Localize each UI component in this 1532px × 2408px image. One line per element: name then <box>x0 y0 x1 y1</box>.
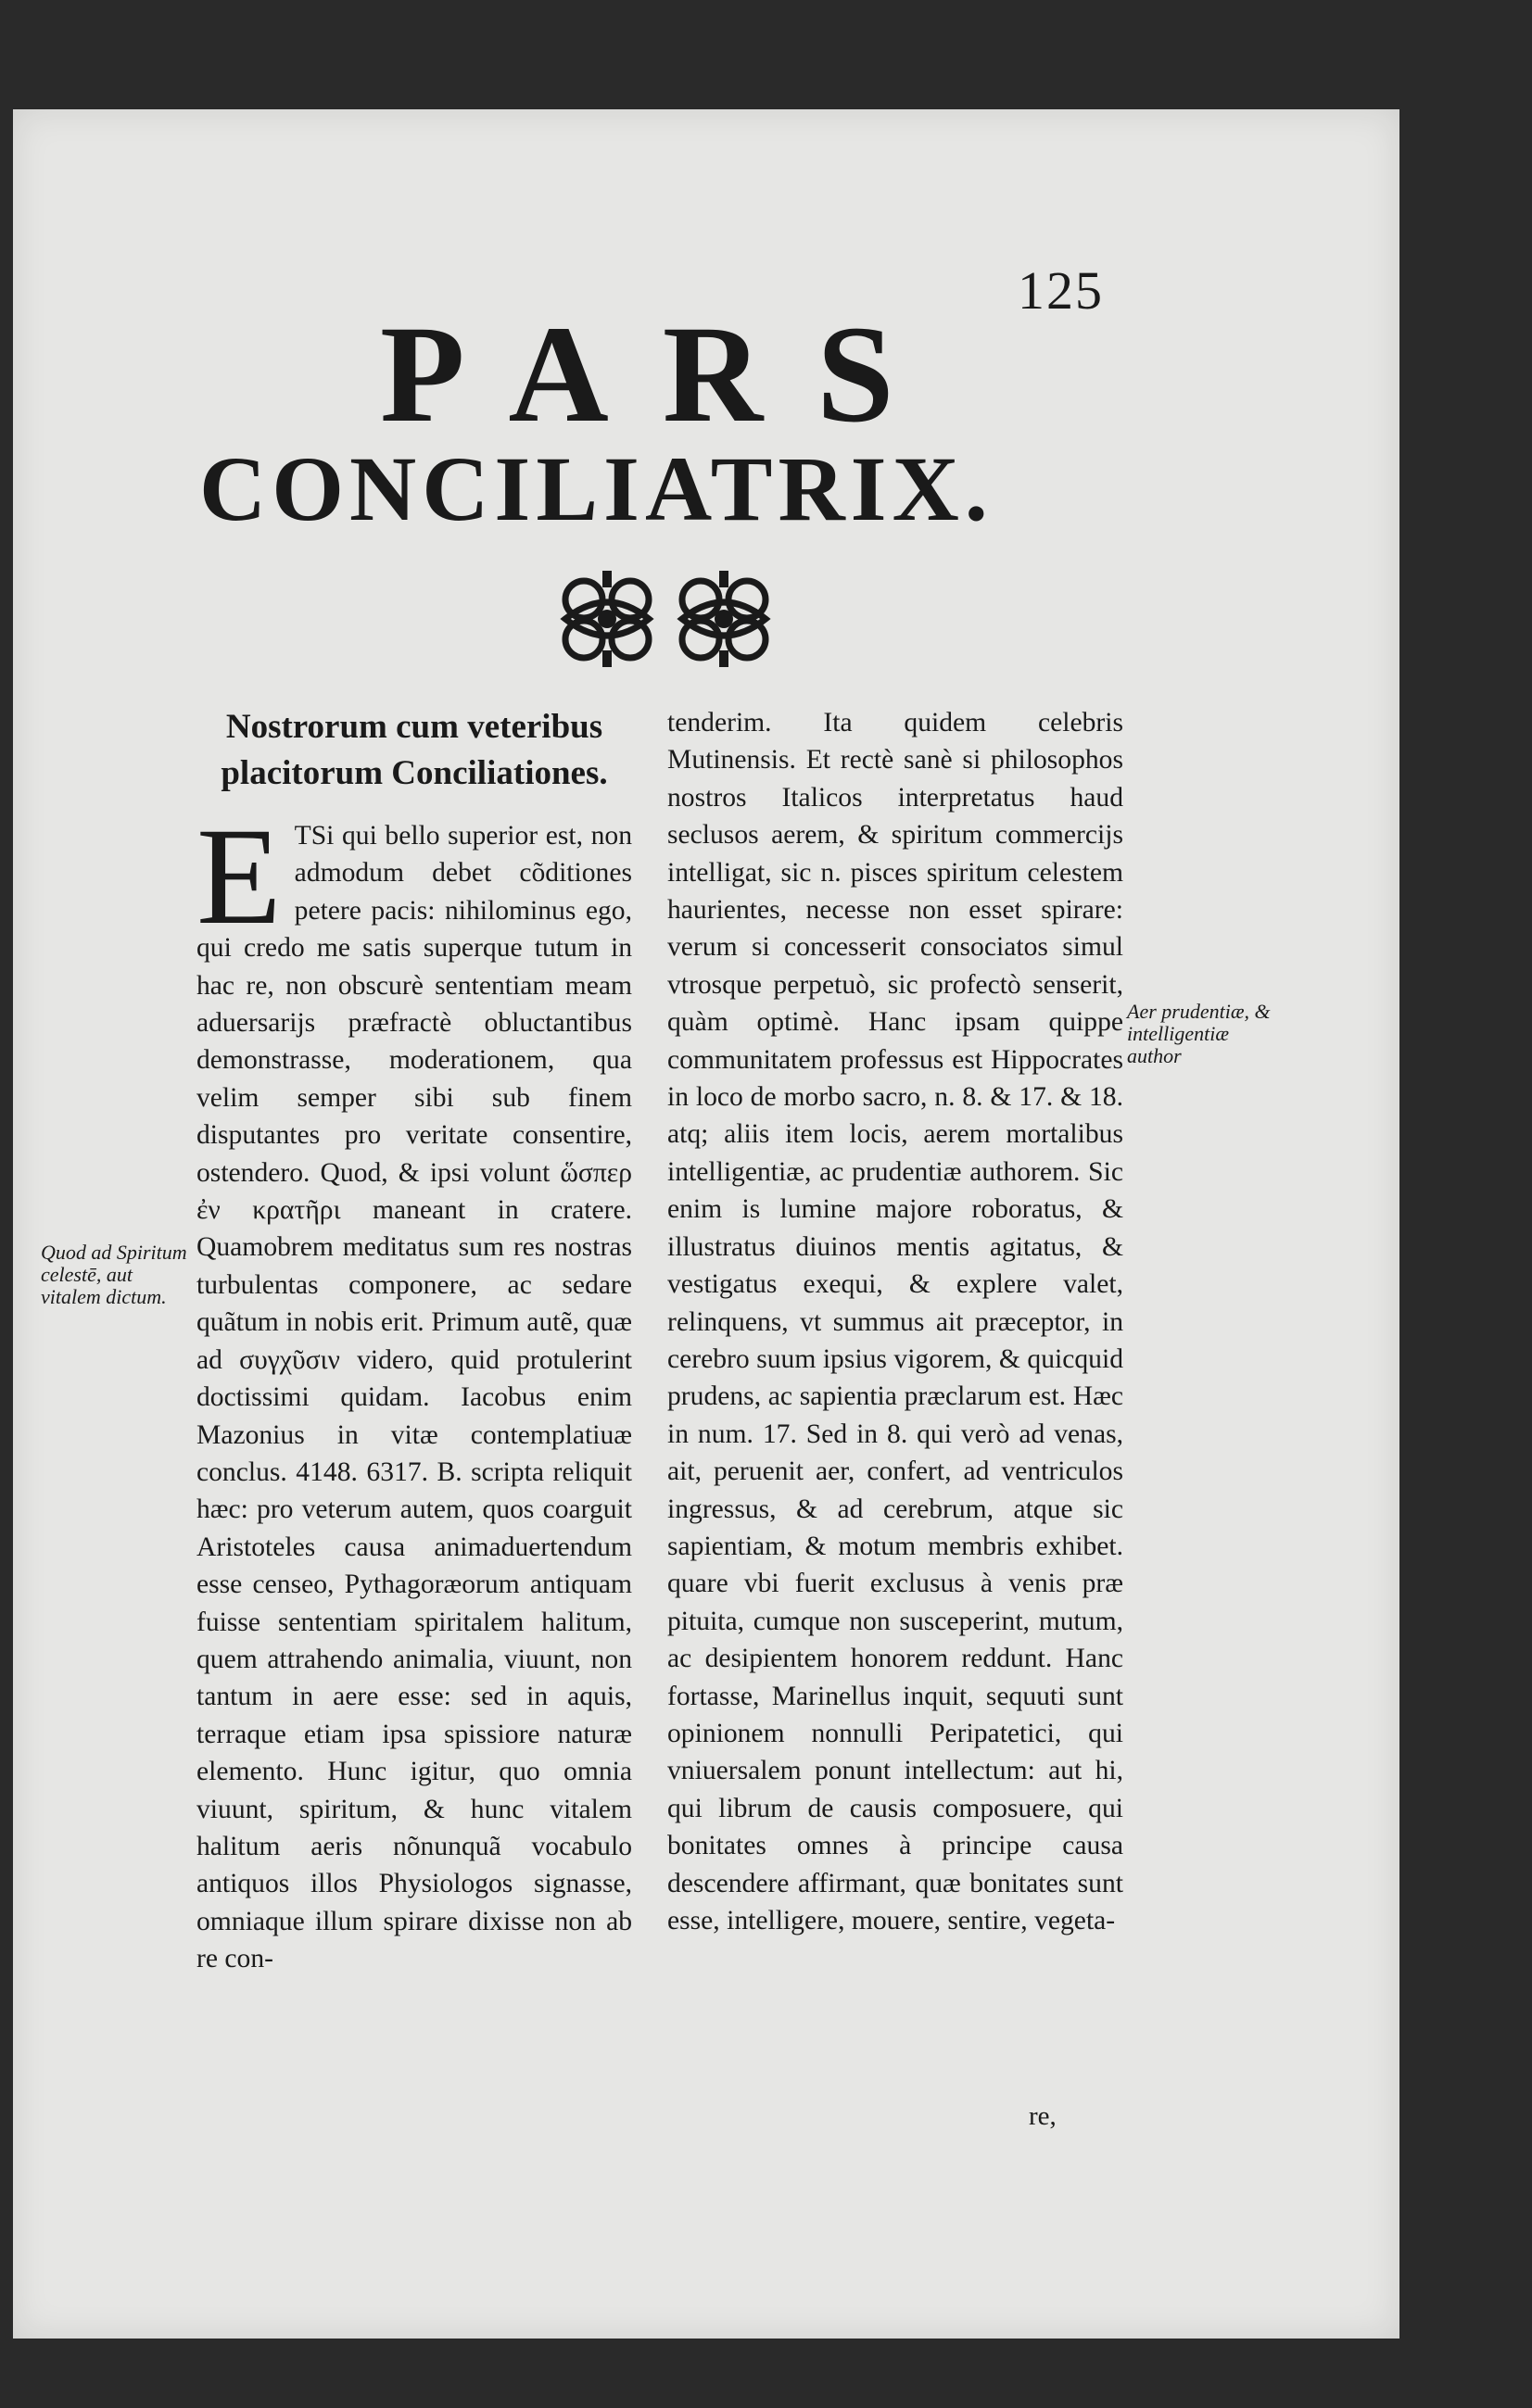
left-column-body: TSi qui bello superior est, non admodum debet cõditiones petere pacis: nihilominus ego, qui credo me satis superque tutum in hac re, non obscurè sententiam meam aduersarijs præfractè obluctantibus demonstrasse, moderationem, qua velim semper sibi sub finem disputantes pro veritate consentire, ostendero. Quod, & ipsi volunt ὥσπερ ἐν κρατῆρι maneant in cratere. Quamobrem meditatus sum res nostras turbulentas componere, ac sedare quãtum in nobis erit. Primum autẽ, quæ ad συγχῦσιν videro, quid protulerint doctissimi quidam. Iacobus enim Mazonius in vitæ contemplatiuæ conclus. 4148. 6317. B. scripta reliquit hæc: pro veterum autem, quos coarguit Aristoteles causa animaduertendum esse censeo, Pythagoræorum antiquam fuisse sententiam spiritalem halitum, quem attrahendo animalia, viuunt, non tantum in aere esse: sed in aquis, terraque etiam ipsa spissiore naturæ elemento. Hunc igitur, quo omnia viuunt, spiritum, & hunc vitalem halitum aeris nõnunquã vocabulo antiquos illos Physiologos signasse, omniaque illum spirare dixisse non ab re con- <box>196 821 632 1974</box>
page-number: 125 <box>1018 260 1104 321</box>
left-column-text-block <box>196 800 632 1978</box>
right-column <box>667 704 1123 1939</box>
title-line-1: PARS <box>380 297 948 451</box>
margin-note-left: Quod ad Spiritum celestē, aut vitalem dictum. <box>41 1241 187 1308</box>
left-column <box>196 704 632 1978</box>
margin-note-right: Aer prudentiæ, & intelligentiæ author <box>1127 1000 1271 1067</box>
title-line-2: CONCILIATRIX. <box>199 437 994 540</box>
right-column-body: tenderim. Ita quidem celebris Mutinensis. Et rectè sanè si philosophos nostros Italicos interpretatus haud seclusos aerem, & spiritum commercijs intelligat, sic n. pisces spiritum celestem haurientes, necesse non esset spirare: verum si concesserit consociatos simul vtrosque perpetuò, sic profectò senserit, quàm optimè. Hanc ipsam quippe communitatem professus est Hippocrates in loco de morbo sacro, n. 8. & 17. & 18. atq; aliis item locis, aerem mortalibus intelligentiæ, ac prudentiæ authorem. Sic enim is lumine majore roboratus, & illustratus diuinos mentis agitatus, & vestigatus exequi, & explere valet, relinquens, vt summus ait præceptor, in cerebro suum ipsius vigorem, & quicquid prudens, ac sapientia præclarum est. Hæc in num. 17. Sed in 8. qui verò ad venas, ait, peruenit aer, confert, ad ventriculos ingressus, & ad cerebrum, atque sic sapientiam, & motum membris exhibet. quare vbi fuerit exclusus à venis præ pituita, cumque non susceperint, mutum, ac desipientem honorem reddunt. Hanc fortasse, Marinellus inquit, sequuti sunt opinionem nonnulli Peripatetici, qui vniuersalem ponunt intellectum: aut hi, qui librum de causis composuere, qui bonitates omnes à principe causa descendere affirmant, quæ bonitates sunt esse, intelligere, mouere, sentire, vegeta- <box>667 708 1123 1935</box>
drop-cap: E <box>196 800 282 953</box>
catchword: re, <box>1029 2101 1057 2131</box>
fleuron-ornament-icon <box>547 567 784 669</box>
section-heading: Nostrorum cum veteribus placitorum Conciliationes. <box>221 708 608 792</box>
